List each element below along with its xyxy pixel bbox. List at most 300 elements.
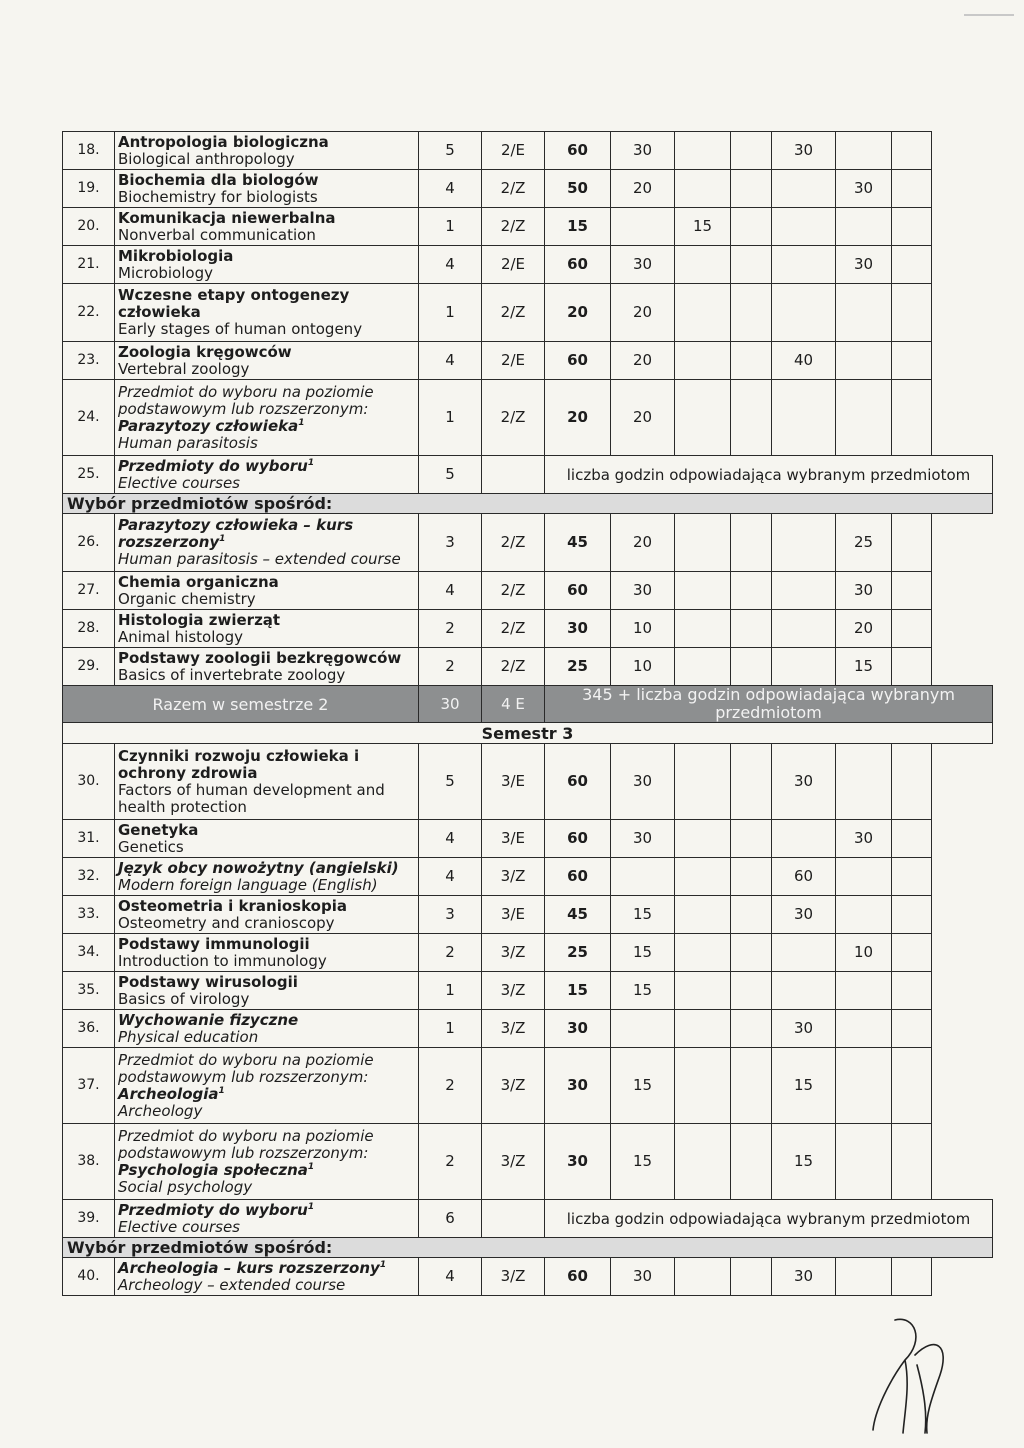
- table-row: [63, 208, 993, 246]
- hours-cell-6: [892, 648, 932, 686]
- elective-39: [63, 1200, 993, 1258]
- hours-cell-6: [892, 934, 932, 972]
- hours-cell-3: [731, 514, 772, 572]
- scan-mark: [964, 14, 1014, 16]
- hours-cell-5: [836, 1258, 892, 1296]
- hours-cell-1: [611, 858, 675, 896]
- hours-cell-6: [892, 610, 932, 648]
- ects-cell: 4: [419, 246, 482, 284]
- form-cell: 3/E: [482, 744, 545, 820]
- total-hours-cell: 60: [545, 858, 611, 896]
- hours-cell-1: 20: [611, 514, 675, 572]
- hours-cell-1: 30: [611, 820, 675, 858]
- ects-cell: 1: [419, 1010, 482, 1048]
- course-name: [115, 896, 419, 934]
- course-name-pl: Genetyka: [118, 820, 199, 839]
- elective-note: Przedmiot do wyboru na poziomie podstawowym lub rozszerzonym:: [118, 1050, 374, 1086]
- form-cell: 3/Z: [482, 972, 545, 1010]
- hours-cell-1: 15: [611, 1124, 675, 1200]
- hours-cell-6: [892, 514, 932, 572]
- hours-cell-5: [836, 744, 892, 820]
- total-hours-cell: 15: [545, 208, 611, 246]
- hours-cell-3: [731, 972, 772, 1010]
- ects-cell: 5: [419, 456, 482, 494]
- form-cell: [482, 1200, 545, 1238]
- table-row: [63, 610, 993, 648]
- ects-cell: 4: [419, 572, 482, 610]
- hours-cell-4: 30: [772, 1258, 836, 1296]
- course-name-pl: Antropologia biologiczna: [118, 132, 329, 151]
- hours-cell-3: [731, 858, 772, 896]
- form-cell: 3/Z: [482, 1010, 545, 1048]
- total-hours-cell: 25: [545, 648, 611, 686]
- row-number: 19.: [63, 170, 115, 208]
- course-name-en: Genetics: [118, 837, 184, 856]
- ects-cell: 2: [419, 1048, 482, 1124]
- table-row: [63, 170, 993, 208]
- hours-cell-5: [836, 380, 892, 456]
- row-number: 22.: [63, 284, 115, 342]
- hours-cell-1: 20: [611, 380, 675, 456]
- course-name-pl: Przedmioty do wyboru$^1$: [118, 1200, 315, 1219]
- handwritten-signature: [855, 1315, 965, 1435]
- hours-cell-6: [892, 1010, 932, 1048]
- row-number: 28.: [63, 610, 115, 648]
- hours-cell-2: [675, 342, 731, 380]
- hours-cell-6: [892, 342, 932, 380]
- hours-cell-3: [731, 380, 772, 456]
- course-name: [115, 456, 419, 494]
- semester-summary: [63, 686, 993, 744]
- total-hours-cell: 20: [545, 380, 611, 456]
- course-name: [115, 1124, 419, 1200]
- course-name-en: Organic chemistry: [118, 589, 256, 608]
- hours-cell-1: 15: [611, 896, 675, 934]
- row-number: 18.: [63, 132, 115, 170]
- hours-cell-4: 30: [772, 132, 836, 170]
- course-name-en: Archeology – extended course: [118, 1275, 346, 1294]
- hours-cell-2: [675, 648, 731, 686]
- course-name-en: Social psychology: [118, 1177, 253, 1196]
- course-name: [115, 380, 419, 456]
- course-name-pl: Wczesne etapy ontogenezy człowieka: [118, 286, 350, 321]
- hours-cell-3: [731, 1048, 772, 1124]
- form-cell: 2/Z: [482, 284, 545, 342]
- total-hours-cell: 60: [545, 572, 611, 610]
- course-name-en: Physical education: [118, 1027, 259, 1046]
- course-name-pl: Wychowanie fizyczne: [118, 1010, 299, 1029]
- form-cell: 3/Z: [482, 1258, 545, 1296]
- course-name-pl: Parazytozy człowieka – kurs rozszerzony$^1$: [118, 516, 354, 551]
- hours-cell-5: [836, 132, 892, 170]
- total-hours-cell: 45: [545, 514, 611, 572]
- hours-cell-5: [836, 1124, 892, 1200]
- hours-cell-3: [731, 132, 772, 170]
- hours-cell-5: [836, 896, 892, 934]
- ects-cell: 6: [419, 1200, 482, 1238]
- hours-cell-2: [675, 1010, 731, 1048]
- form-cell: 3/E: [482, 820, 545, 858]
- course-name-pl: Komunikacja niewerbalna: [118, 208, 336, 227]
- table-row: [63, 1200, 993, 1238]
- hours-cell-2: [675, 610, 731, 648]
- course-name-en: Elective courses: [118, 1217, 240, 1236]
- hours-cell-5: [836, 342, 892, 380]
- semester-title: Semestr 3: [63, 723, 993, 744]
- table-row: [63, 380, 993, 456]
- course-name-en: Biological anthropology: [118, 149, 295, 168]
- course-name-en: Early stages of human ontogeny: [118, 320, 363, 338]
- row-number: 25.: [63, 456, 115, 494]
- hours-cell-2: [675, 858, 731, 896]
- course-name-en: Human parasitosis: [118, 433, 258, 452]
- hours-cell-3: [731, 1258, 772, 1296]
- course-name: [115, 820, 419, 858]
- form-cell: 3/E: [482, 896, 545, 934]
- course-name-en: Osteometry and cranioscopy: [118, 913, 335, 932]
- total-hours-cell: 30: [545, 1048, 611, 1124]
- hours-cell-1: 20: [611, 284, 675, 342]
- row-number: 31.: [63, 820, 115, 858]
- hours-cell-2: [675, 572, 731, 610]
- hours-cell-4: 30: [772, 744, 836, 820]
- hours-cell-1: 15: [611, 972, 675, 1010]
- row-number: 32.: [63, 858, 115, 896]
- course-name: [115, 934, 419, 972]
- course-name: [115, 132, 419, 170]
- table-row: [63, 972, 993, 1010]
- hours-cell-6: [892, 132, 932, 170]
- hours-cell-2: [675, 380, 731, 456]
- row-number: 20.: [63, 208, 115, 246]
- hours-cell-2: [675, 284, 731, 342]
- hours-cell-1: [611, 208, 675, 246]
- elective-note: Przedmiot do wyboru na poziomie podstawowym lub rozszerzonym:: [118, 382, 374, 418]
- course-name-pl: Mikrobiologia: [118, 246, 234, 265]
- table-row: [63, 246, 993, 284]
- hours-cell-6: [892, 1124, 932, 1200]
- hours-cell-1: 30: [611, 744, 675, 820]
- hours-cell-3: [731, 820, 772, 858]
- form-cell: [482, 456, 545, 494]
- hours-cell-4: [772, 246, 836, 284]
- semester-header: [63, 723, 993, 744]
- total-hours-cell: 50: [545, 170, 611, 208]
- total-hours-cell: 25: [545, 934, 611, 972]
- course-name-en: Human parasitosis – extended course: [118, 550, 401, 568]
- hours-cell-2: [675, 514, 731, 572]
- course-name: [115, 342, 419, 380]
- elective-25: [63, 456, 993, 514]
- ects-cell: 4: [419, 858, 482, 896]
- form-cell: 2/Z: [482, 514, 545, 572]
- total-hours-cell: 20: [545, 284, 611, 342]
- elective-note: Przedmiot do wyboru na poziomie podstawowym lub rozszerzonym:: [118, 1126, 374, 1162]
- hours-cell-6: [892, 170, 932, 208]
- total-hours-cell: 60: [545, 132, 611, 170]
- course-name-pl: Biochemia dla biologów: [118, 170, 319, 189]
- row-number: 36.: [63, 1010, 115, 1048]
- hours-cell-3: [731, 648, 772, 686]
- row-number: 30.: [63, 744, 115, 820]
- hours-cell-6: [892, 208, 932, 246]
- hours-cell-1: 30: [611, 132, 675, 170]
- curriculum-table: [62, 131, 993, 1296]
- table-row: [63, 456, 993, 494]
- hours-cell-6: [892, 1048, 932, 1124]
- hours-cell-1: 30: [611, 246, 675, 284]
- elective-options: [63, 514, 993, 686]
- table-row: [63, 744, 993, 820]
- hours-cell-1: 15: [611, 934, 675, 972]
- hours-cell-2: [675, 934, 731, 972]
- table-row: [63, 820, 993, 858]
- table-row: [63, 284, 993, 342]
- hours-cell-2: [675, 170, 731, 208]
- ects-cell: 4: [419, 820, 482, 858]
- course-name-en: Archeology: [118, 1101, 203, 1120]
- total-hours-cell: 30: [545, 1010, 611, 1048]
- form-cell: 2/Z: [482, 170, 545, 208]
- ects-cell: 1: [419, 284, 482, 342]
- hours-cell-3: [731, 1124, 772, 1200]
- hours-cell-3: [731, 246, 772, 284]
- form-cell: 3/Z: [482, 1048, 545, 1124]
- ects-cell: 2: [419, 934, 482, 972]
- hours-cell-6: [892, 896, 932, 934]
- hours-cell-4: [772, 648, 836, 686]
- form-cell: 3/Z: [482, 934, 545, 972]
- row-number: 40.: [63, 1258, 115, 1296]
- summary-exams: 4 E: [482, 686, 545, 723]
- summary-ects: 30: [419, 686, 482, 723]
- hours-cell-4: 15: [772, 1048, 836, 1124]
- course-name-en: Modern foreign language (English): [118, 875, 378, 894]
- total-hours-cell: 45: [545, 896, 611, 934]
- form-cell: 2/Z: [482, 610, 545, 648]
- course-name-en: Basics of invertebrate zoology: [118, 665, 346, 684]
- hours-cell-1: 20: [611, 170, 675, 208]
- course-name-pl: Język obcy nowożytny (angielski): [118, 858, 399, 877]
- hours-cell-2: [675, 1048, 731, 1124]
- summary-label: Razem w semestrze 2: [63, 686, 419, 723]
- course-name-en: Biochemistry for biologists: [118, 187, 318, 206]
- course-name-pl: Chemia organiczna: [118, 572, 279, 591]
- hours-cell-4: [772, 514, 836, 572]
- course-name-pl: Osteometria i kranioskopia: [118, 896, 347, 915]
- selection-label: Wybór przedmiotów spośród:: [63, 1238, 993, 1258]
- course-name-pl: Archeologia – kurs rozszerzony$^1$: [118, 1258, 387, 1277]
- summary-row: [63, 686, 993, 723]
- hours-cell-4: 30: [772, 1010, 836, 1048]
- course-name: [115, 170, 419, 208]
- row-number: 23.: [63, 342, 115, 380]
- hours-note: liczba godzin odpowiadająca wybranym przedmiotom: [545, 456, 993, 494]
- table-row: [63, 572, 993, 610]
- row-number: 21.: [63, 246, 115, 284]
- hours-cell-6: [892, 1258, 932, 1296]
- hours-cell-5: 25: [836, 514, 892, 572]
- form-cell: 2/Z: [482, 208, 545, 246]
- course-name-pl: Podstawy wirusologii: [118, 972, 298, 991]
- hours-cell-4: [772, 208, 836, 246]
- summary-hours: 345 + liczba godzin odpowiadająca wybranym przedmiotom: [545, 686, 993, 723]
- hours-cell-3: [731, 896, 772, 934]
- row-number: 38.: [63, 1124, 115, 1200]
- hours-cell-1: 10: [611, 610, 675, 648]
- course-name: [115, 246, 419, 284]
- course-name: [115, 208, 419, 246]
- hours-cell-6: [892, 972, 932, 1010]
- course-name-pl: Parazytozy człowieka$^1$: [118, 416, 305, 435]
- ects-cell: 3: [419, 896, 482, 934]
- hours-cell-4: [772, 610, 836, 648]
- course-name: [115, 744, 419, 820]
- row-number: 35.: [63, 972, 115, 1010]
- hours-cell-5: 30: [836, 572, 892, 610]
- hours-cell-2: [675, 1258, 731, 1296]
- hours-cell-4: [772, 380, 836, 456]
- hours-cell-5: 20: [836, 610, 892, 648]
- ects-cell: 4: [419, 342, 482, 380]
- hours-note: liczba godzin odpowiadająca wybranym przedmiotom: [545, 1200, 993, 1238]
- form-cell: 2/E: [482, 132, 545, 170]
- hours-cell-1: [611, 1010, 675, 1048]
- course-name: [115, 1048, 419, 1124]
- selection-header: [63, 494, 993, 514]
- semester-3-rows: [63, 744, 993, 1200]
- total-hours-cell: 60: [545, 246, 611, 284]
- course-name-en: Animal histology: [118, 627, 243, 646]
- hours-cell-2: [675, 820, 731, 858]
- row-number: 37.: [63, 1048, 115, 1124]
- row-number: 26.: [63, 514, 115, 572]
- hours-cell-1: 30: [611, 1258, 675, 1296]
- course-name-en: Factors of human development and health protection: [118, 780, 385, 816]
- course-name: [115, 284, 419, 342]
- hours-cell-1: 20: [611, 342, 675, 380]
- hours-cell-3: [731, 744, 772, 820]
- hours-cell-5: [836, 858, 892, 896]
- table-row: [63, 1124, 993, 1200]
- course-name: [115, 1010, 419, 1048]
- hours-cell-4: 60: [772, 858, 836, 896]
- total-hours-cell: 15: [545, 972, 611, 1010]
- course-name: [115, 858, 419, 896]
- hours-cell-4: 30: [772, 896, 836, 934]
- hours-cell-5: [836, 284, 892, 342]
- hours-cell-6: [892, 858, 932, 896]
- hours-cell-5: 30: [836, 246, 892, 284]
- ects-cell: 1: [419, 208, 482, 246]
- hours-cell-3: [731, 284, 772, 342]
- ects-cell: 1: [419, 972, 482, 1010]
- hours-cell-2: [675, 132, 731, 170]
- course-name: [115, 514, 419, 572]
- hours-cell-3: [731, 610, 772, 648]
- form-cell: 2/Z: [482, 380, 545, 456]
- hours-cell-4: 15: [772, 1124, 836, 1200]
- total-hours-cell: 60: [545, 820, 611, 858]
- ects-cell: 4: [419, 1258, 482, 1296]
- row-number: 39.: [63, 1200, 115, 1238]
- form-cell: 2/Z: [482, 648, 545, 686]
- ects-cell: 3: [419, 514, 482, 572]
- ects-cell: 2: [419, 1124, 482, 1200]
- hours-cell-6: [892, 820, 932, 858]
- table-row: [63, 896, 993, 934]
- hours-cell-2: [675, 1124, 731, 1200]
- hours-cell-4: [772, 820, 836, 858]
- hours-cell-5: [836, 972, 892, 1010]
- course-name-pl: Psychologia społeczna$^1$: [118, 1160, 315, 1179]
- hours-cell-5: [836, 1048, 892, 1124]
- course-name: [115, 972, 419, 1010]
- elective-options-3: [63, 1258, 993, 1296]
- ects-cell: 4: [419, 170, 482, 208]
- form-cell: 2/E: [482, 342, 545, 380]
- course-name-pl: Czynniki rozwoju człowieka i ochrony zdrowia: [118, 746, 360, 782]
- form-cell: 3/Z: [482, 1124, 545, 1200]
- hours-cell-5: 15: [836, 648, 892, 686]
- form-cell: 3/Z: [482, 858, 545, 896]
- hours-cell-1: 30: [611, 572, 675, 610]
- course-name-pl: Podstawy immunologii: [118, 934, 310, 953]
- row-number: 27.: [63, 572, 115, 610]
- hours-cell-2: [675, 896, 731, 934]
- hours-cell-4: [772, 572, 836, 610]
- ects-cell: 1: [419, 380, 482, 456]
- table-row: [63, 342, 993, 380]
- hours-cell-1: 10: [611, 648, 675, 686]
- course-name-en: Microbiology: [118, 263, 213, 282]
- row-number: 34.: [63, 934, 115, 972]
- ects-cell: 2: [419, 610, 482, 648]
- ects-cell: 5: [419, 132, 482, 170]
- course-name-pl: Przedmioty do wyboru$^1$: [118, 456, 315, 475]
- form-cell: 2/Z: [482, 572, 545, 610]
- total-hours-cell: 60: [545, 1258, 611, 1296]
- hours-cell-4: [772, 934, 836, 972]
- course-name-pl: Podstawy zoologii bezkręgowców: [118, 648, 402, 667]
- table-row: [63, 514, 993, 572]
- course-name: [115, 1200, 419, 1238]
- hours-cell-3: [731, 1010, 772, 1048]
- hours-cell-6: [892, 380, 932, 456]
- hours-cell-3: [731, 572, 772, 610]
- course-name-pl: Histologia zwierząt: [118, 610, 281, 629]
- total-hours-cell: 30: [545, 1124, 611, 1200]
- row-number: 29.: [63, 648, 115, 686]
- hours-cell-3: [731, 934, 772, 972]
- table-row: [63, 934, 993, 972]
- ects-cell: 2: [419, 648, 482, 686]
- course-name-pl: Zoologia kręgowców: [118, 342, 292, 361]
- course-name: [115, 648, 419, 686]
- course-name: [115, 1258, 419, 1296]
- hours-cell-4: [772, 284, 836, 342]
- selection-label: Wybór przedmiotów spośród:: [63, 494, 993, 514]
- form-cell: 2/E: [482, 246, 545, 284]
- course-name: [115, 610, 419, 648]
- hours-cell-5: 30: [836, 820, 892, 858]
- hours-cell-6: [892, 744, 932, 820]
- table-row: [63, 1258, 993, 1296]
- total-hours-cell: 60: [545, 342, 611, 380]
- table-row: [63, 132, 993, 170]
- course-name-en: Vertebral zoology: [118, 359, 250, 378]
- course-name-en: Elective courses: [118, 473, 240, 492]
